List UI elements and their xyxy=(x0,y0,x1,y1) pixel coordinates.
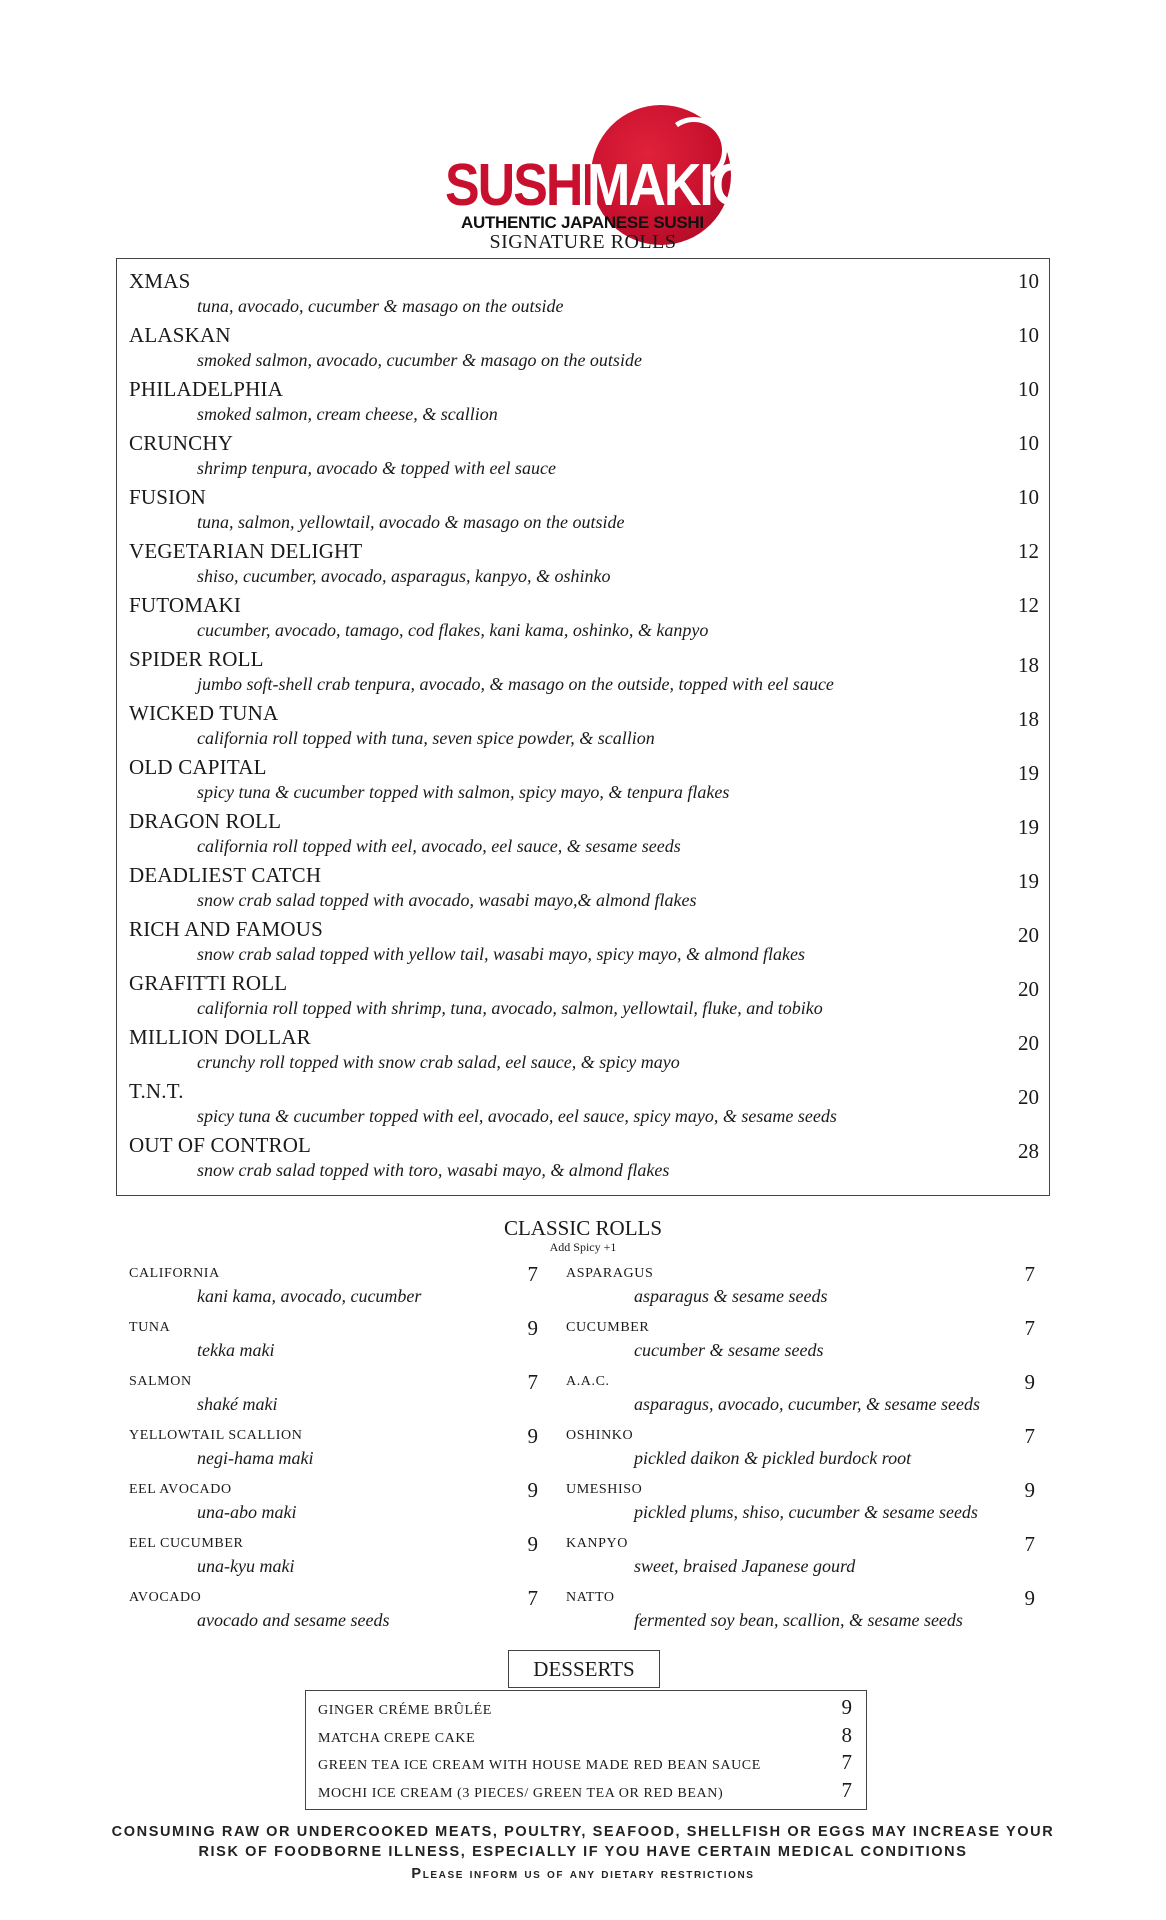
item-price: 19 xyxy=(1018,815,1039,839)
item-description: california roll topped with tuna, seven spice powder, & scallion xyxy=(197,728,655,748)
item-name: MATCHA CREPE CAKE xyxy=(318,1731,476,1746)
item-name: SALMON xyxy=(129,1374,192,1389)
menu-item xyxy=(318,1778,852,1806)
dietary-notice: Please inform us of any dietary restrictions xyxy=(411,1866,755,1882)
item-name: FUSION xyxy=(129,485,207,509)
item-description: snow crab salad topped with yellow tail, wasabi mayo, spicy mayo, & almond flakes xyxy=(197,944,805,964)
menu-item xyxy=(129,1586,538,1644)
item-name: CALIFORNIA xyxy=(129,1266,220,1281)
item-price: 9 xyxy=(1024,1370,1035,1394)
item-name: KANPYO xyxy=(566,1536,628,1551)
item-price: 10 xyxy=(1018,377,1039,401)
item-price: 7 xyxy=(1024,1424,1035,1448)
menu-item xyxy=(566,1478,1035,1536)
item-name: FUTOMAKI xyxy=(129,593,242,617)
item-name: OSHINKO xyxy=(566,1428,634,1443)
desserts-title: DESSERTS xyxy=(508,1650,660,1688)
item-name: GRAFITTI ROLL xyxy=(129,971,288,995)
menu-item xyxy=(129,917,1039,971)
menu-item xyxy=(129,1478,538,1536)
item-name: RICH AND FAMOUS xyxy=(129,917,323,941)
menu-item xyxy=(129,971,1039,1025)
item-name: NATTO xyxy=(566,1590,615,1605)
item-description: una-abo maki xyxy=(197,1502,297,1522)
menu-item xyxy=(129,485,1039,539)
item-description: avocado and sesame seeds xyxy=(197,1610,390,1630)
item-price: 7 xyxy=(1024,1262,1035,1286)
item-description: sweet, braised Japanese gourd xyxy=(634,1556,856,1576)
item-price: 12 xyxy=(1018,539,1039,563)
menu-item xyxy=(129,1133,1039,1187)
logo-word-makio: MAKIO xyxy=(587,152,751,219)
item-price: 7 xyxy=(1024,1532,1035,1556)
menu-item xyxy=(129,431,1039,485)
menu-item xyxy=(129,323,1039,377)
menu-item xyxy=(129,1262,538,1320)
menu-item xyxy=(129,647,1039,701)
menu-item xyxy=(129,377,1039,431)
item-price: 19 xyxy=(1018,869,1039,893)
item-description: tuna, avocado, cucumber & masago on the outside xyxy=(197,296,564,316)
item-name: EEL CUCUMBER xyxy=(129,1536,244,1551)
menu-item xyxy=(566,1316,1035,1374)
item-price: 7 xyxy=(1024,1316,1035,1340)
item-name: OLD CAPITAL xyxy=(129,755,267,779)
item-price: 20 xyxy=(1018,923,1039,947)
item-description: tuna, salmon, yellowtail, avocado & masago on the outside xyxy=(197,512,625,532)
menu-item xyxy=(566,1532,1035,1590)
item-description: cucumber & sesame seeds xyxy=(634,1340,824,1360)
signature-rolls-title: SIGNATURE ROLLS xyxy=(489,231,677,253)
item-price: 18 xyxy=(1018,653,1039,677)
menu-item xyxy=(566,1424,1035,1482)
item-price: 9 xyxy=(1024,1586,1035,1610)
item-description: shrimp tenpura, avocado & topped with eel sauce xyxy=(197,458,556,478)
menu-item xyxy=(318,1695,852,1723)
item-name: ALASKAN xyxy=(129,323,231,347)
menu-item xyxy=(129,755,1039,809)
item-name: PHILADELPHIA xyxy=(129,377,284,401)
item-price: 7 xyxy=(527,1370,538,1394)
item-price: 7 xyxy=(527,1262,538,1286)
desserts-box xyxy=(305,1690,867,1810)
item-price: 12 xyxy=(1018,593,1039,617)
logo-word-sushi: SUSHI xyxy=(445,152,594,219)
item-price: 19 xyxy=(1018,761,1039,785)
item-description: kani kama, avocado, cucumber xyxy=(197,1286,422,1306)
item-description: asparagus & sesame seeds xyxy=(634,1286,828,1306)
menu-item xyxy=(129,1316,538,1374)
item-price: 9 xyxy=(527,1316,538,1340)
menu-item xyxy=(566,1370,1035,1428)
item-description: spicy tuna & cucumber topped with eel, avocado, eel sauce, spicy mayo, & sesame seeds xyxy=(197,1106,837,1126)
item-name: MILLION DOLLAR xyxy=(129,1025,311,1049)
item-description: una-kyu maki xyxy=(197,1556,295,1576)
item-description: snow crab salad topped with toro, wasabi mayo, & almond flakes xyxy=(197,1160,670,1180)
item-description: smoked salmon, avocado, cucumber & masago on the outside xyxy=(197,350,642,370)
item-price: 28 xyxy=(1018,1139,1039,1163)
item-name: TUNA xyxy=(129,1320,171,1335)
item-description: jumbo soft-shell crab tenpura, avocado, & masago on the outside, topped with eel sauce xyxy=(197,674,834,694)
item-description: pickled daikon & pickled burdock root xyxy=(634,1448,912,1468)
menu-item xyxy=(129,1532,538,1590)
menu-item xyxy=(318,1750,852,1778)
item-price: 20 xyxy=(1018,977,1039,1001)
item-name: MOCHI ICE CREAM (3 PIECES/ GREEN TEA OR RED BEAN) xyxy=(318,1786,724,1801)
item-description: crunchy roll topped with snow crab salad, eel sauce, & spicy mayo xyxy=(197,1052,680,1072)
menu-item xyxy=(129,809,1039,863)
menu-item xyxy=(566,1586,1035,1644)
item-description: fermented soy bean, scallion, & sesame seeds xyxy=(634,1610,963,1630)
menu-item xyxy=(129,701,1039,755)
item-name: T.N.T. xyxy=(129,1079,184,1103)
restaurant-logo xyxy=(445,105,751,250)
item-description: pickled plums, shiso, cucumber & sesame seeds xyxy=(634,1502,978,1522)
item-description: spicy tuna & cucumber topped with salmon, spicy mayo, & tenpura flakes xyxy=(197,782,730,802)
item-name: GINGER CRÉME BRÛLÉE xyxy=(318,1703,492,1718)
classic-rolls-subtitle: Add Spicy +1 xyxy=(549,1240,617,1254)
item-price: 7 xyxy=(841,1778,852,1802)
item-name: SPIDER ROLL xyxy=(129,647,264,671)
item-name: EEL AVOCADO xyxy=(129,1482,232,1497)
item-price: 7 xyxy=(527,1586,538,1610)
logo-tagline: AUTHENTIC JAPANESE SUSHI xyxy=(461,213,704,232)
menu-item xyxy=(566,1262,1035,1320)
classic-rolls-title: CLASSIC ROLLS xyxy=(503,1216,663,1240)
item-price: 7 xyxy=(841,1750,852,1774)
item-name: UMESHISO xyxy=(566,1482,643,1497)
item-price: 20 xyxy=(1018,1085,1039,1109)
menu-item xyxy=(129,1079,1039,1133)
menu-item xyxy=(129,593,1039,647)
item-name: CUCUMBER xyxy=(566,1320,650,1335)
item-description: california roll topped with shrimp, tuna, avocado, salmon, yellowtail, fluke, and tobiko xyxy=(197,998,823,1018)
health-warning-line-2: RISK OF FOODBORNE ILLNESS, ESPECIALLY IF YOU HAVE CERTAIN MEDICAL CONDITIONS xyxy=(198,1844,968,1860)
item-price: 9 xyxy=(1024,1478,1035,1502)
item-price: 9 xyxy=(841,1695,852,1719)
health-warning-line-1: CONSUMING RAW OR UNDERCOOKED MEATS, POULTRY, SEAFOOD, SHELLFISH OR EGGS MAY INCREASE YOUR xyxy=(111,1824,1055,1840)
item-name: A.A.C. xyxy=(566,1374,610,1389)
item-description: california roll topped with eel, avocado, eel sauce, & sesame seeds xyxy=(197,836,681,856)
item-name: DRAGON ROLL xyxy=(129,809,282,833)
item-description: snow crab salad topped with avocado, wasabi mayo,& almond flakes xyxy=(197,890,697,910)
item-price: 10 xyxy=(1018,485,1039,509)
menu-item xyxy=(129,539,1039,593)
item-name: ASPARAGUS xyxy=(566,1266,654,1281)
item-price: 20 xyxy=(1018,1031,1039,1055)
item-name: DEADLIEST CATCH xyxy=(129,863,322,887)
menu-item xyxy=(129,863,1039,917)
item-name: WICKED TUNA xyxy=(129,701,279,725)
menu-item xyxy=(129,269,1039,323)
menu-item xyxy=(129,1424,538,1482)
item-name: OUT OF CONTROL xyxy=(129,1133,312,1157)
item-description: negi-hama maki xyxy=(197,1448,314,1468)
item-name: CRUNCHY xyxy=(129,431,234,455)
item-description: shiso, cucumber, avocado, asparagus, kanpyo, & oshinko xyxy=(197,566,611,586)
item-price: 10 xyxy=(1018,323,1039,347)
item-price: 8 xyxy=(841,1723,852,1747)
item-description: cucumber, avocado, tamago, cod flakes, kani kama, oshinko, & kanpyo xyxy=(197,620,709,640)
item-name: AVOCADO xyxy=(129,1590,202,1605)
item-price: 10 xyxy=(1018,269,1039,293)
item-description: tekka maki xyxy=(197,1340,275,1360)
item-name: GREEN TEA ICE CREAM WITH HOUSE MADE RED BEAN SAUCE xyxy=(318,1758,761,1773)
menu-item xyxy=(318,1723,852,1751)
item-name: XMAS xyxy=(129,269,191,293)
item-price: 18 xyxy=(1018,707,1039,731)
item-price: 10 xyxy=(1018,431,1039,455)
item-description: smoked salmon, cream cheese, & scallion xyxy=(197,404,498,424)
item-price: 9 xyxy=(527,1532,538,1556)
item-price: 9 xyxy=(527,1424,538,1448)
menu-item xyxy=(129,1025,1039,1079)
item-name: YELLOWTAIL SCALLION xyxy=(129,1428,303,1443)
item-description: shaké maki xyxy=(197,1394,278,1414)
item-description: asparagus, avocado, cucumber, & sesame seeds xyxy=(634,1394,980,1414)
menu-item xyxy=(129,1370,538,1428)
item-price: 9 xyxy=(527,1478,538,1502)
signature-rolls-box xyxy=(116,258,1050,1196)
item-name: VEGETARIAN DELIGHT xyxy=(129,539,363,563)
